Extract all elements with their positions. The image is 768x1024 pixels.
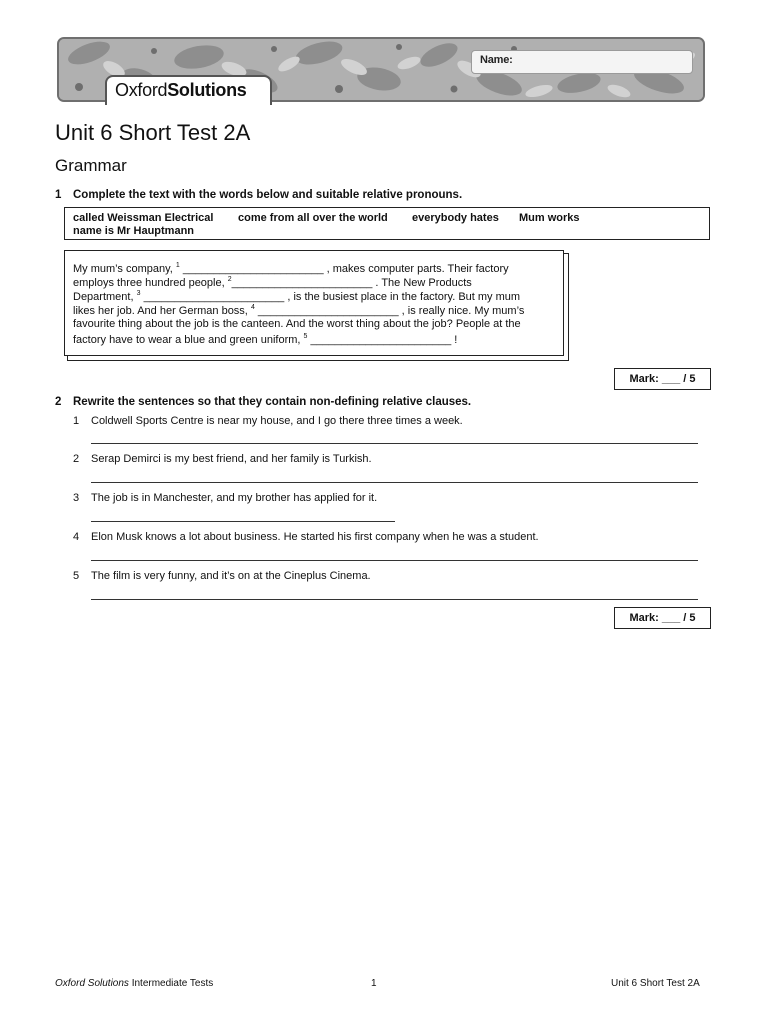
q1-number: 1	[55, 189, 62, 201]
footer-page-number: 1	[371, 978, 377, 989]
item-number: 2	[73, 453, 80, 465]
footer-series: Intermediate Tests	[128, 978, 214, 989]
item-sentence: The film is very funny, and it’s on at the Cineplus Cinema.	[91, 570, 371, 582]
gap-number: 4	[250, 304, 255, 311]
gap-blank[interactable]: _______________________ , makes computer parts. Their factory	[182, 263, 509, 275]
answer-line[interactable]	[91, 521, 395, 522]
word-option: come from all over the world	[238, 212, 388, 224]
item-number: 1	[73, 415, 80, 427]
answer-line[interactable]	[91, 560, 698, 561]
text-line-3	[73, 290, 520, 303]
text-line-4	[73, 304, 524, 317]
item-number: 4	[73, 531, 80, 543]
text-segment: likes her job. And her German boss,	[73, 305, 248, 317]
gap-blank[interactable]: _______________________ !	[310, 334, 458, 346]
q2-instruction: Rewrite the sentences so that they contain non-defining relative clauses.	[73, 396, 472, 408]
text-line-1	[73, 262, 509, 275]
text-segment: factory have to wear a blue and green uniform,	[73, 334, 301, 346]
page-title: Unit 6 Short Test 2A	[55, 120, 251, 145]
q2-mark-box: Mark: ___ / 5	[614, 607, 711, 629]
item-number: 5	[73, 570, 80, 582]
gap-number: 3	[136, 290, 141, 297]
gap-blank[interactable]: _______________________ , is really nice. My mum’s	[257, 305, 525, 317]
gap-blank[interactable]: _______________________ . The New Products	[231, 277, 472, 289]
answer-line[interactable]	[91, 599, 698, 600]
item-sentence: The job is in Manchester, and my brother has applied for it.	[91, 492, 378, 504]
text-line-5: favourite thing about the job is the canteen. And the worst thing about the job? People at the	[73, 318, 521, 330]
q2-number: 2	[55, 396, 62, 408]
word-option: Mum works	[519, 212, 580, 224]
text-segment: My mum’s company,	[73, 263, 173, 275]
text-line-6	[73, 333, 457, 346]
gap-number: 1	[175, 262, 180, 269]
item-sentence: Elon Musk knows a lot about business. He started his first company when he was a student.	[91, 531, 539, 543]
brand-logo	[115, 80, 247, 101]
section-title: Grammar	[55, 156, 127, 175]
word-option: called Weissman Electrical	[73, 212, 214, 224]
brand-suffix: Solutions	[167, 80, 247, 100]
item-sentence: Serap Demirci is my best friend, and her family is Turkish.	[91, 453, 372, 465]
footer-left	[55, 978, 213, 989]
item-sentence: Coldwell Sports Centre is near my house, and I go there three times a week.	[91, 415, 463, 427]
text-line-2	[73, 276, 472, 289]
answer-line[interactable]	[91, 482, 698, 483]
brand-prefix: Oxford	[115, 80, 168, 100]
name-label: Name:	[480, 54, 513, 66]
footer-brand: Oxford Solutions	[55, 978, 129, 989]
item-number: 3	[73, 492, 80, 504]
gap-number: 2	[227, 276, 232, 283]
text-segment: employs three hundred people,	[73, 277, 225, 289]
gap-number: 5	[303, 333, 308, 340]
answer-line[interactable]	[91, 443, 698, 444]
q1-instruction: Complete the text with the words below and suitable relative pronouns.	[73, 189, 463, 201]
word-option: everybody hates	[412, 212, 499, 224]
text-segment: Department,	[73, 291, 134, 303]
word-option: name is Mr Hauptmann	[73, 225, 195, 237]
q1-mark-box: Mark: ___ / 5	[614, 368, 711, 390]
gap-blank[interactable]: _______________________ , is the busiest place in the factory. But my mum	[143, 291, 521, 303]
footer-right: Unit 6 Short Test 2A	[611, 978, 700, 989]
